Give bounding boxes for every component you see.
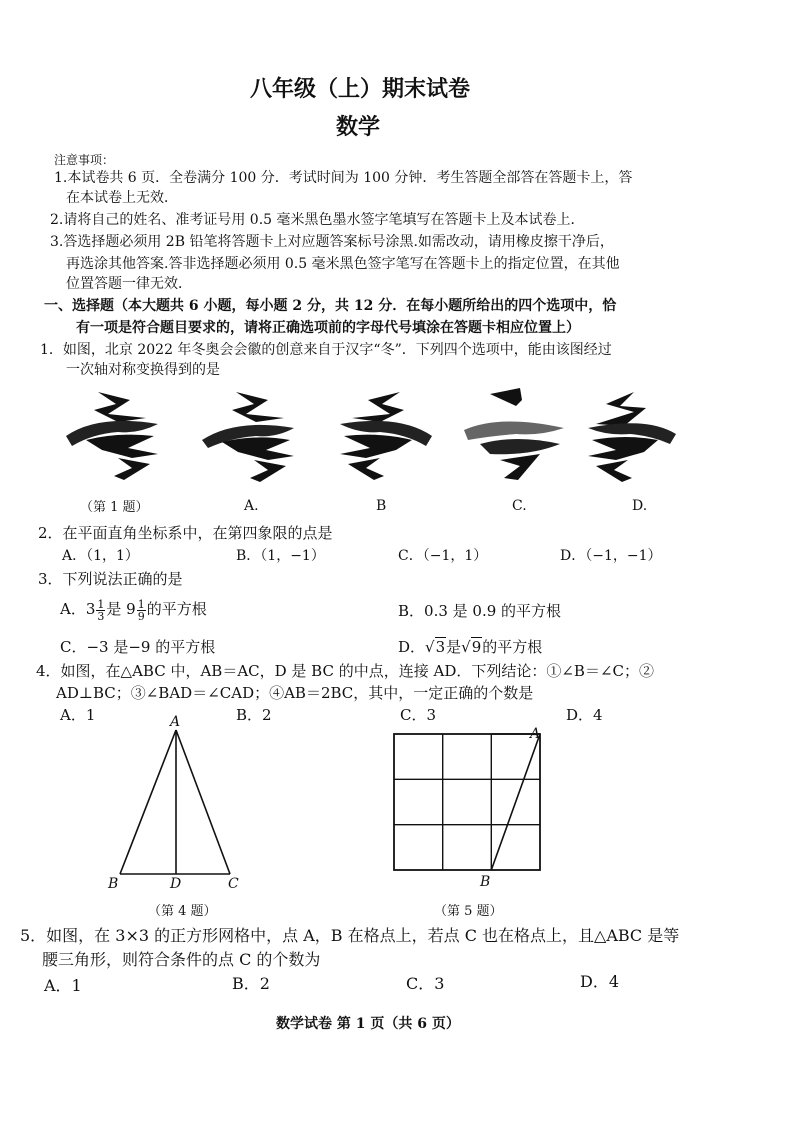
notes-line: 2.请将自己的姓名、准考证号用 0.5 毫米黑色墨水签字笔填写在答题卡上及本试卷上． (50, 212, 585, 228)
q3-option-a-prefix: A． (60, 600, 86, 618)
mixed-number-whole: 3 (85, 600, 96, 618)
q1-option-d: D. (632, 498, 648, 514)
q4-figure-caption: （第 4 题） (148, 904, 217, 919)
notes-line: 1.本试卷共 6 页．全卷满分 100 分．考试时间为 100 分钟．考生答题全部答在答题卡上，答 (54, 170, 633, 186)
q5-option-d: D．4 (580, 972, 620, 991)
q1-emblem-original (58, 384, 168, 484)
q1-emblem-option-a (196, 384, 306, 484)
notes-line: 再选涂其他答案.答非选择题必须用 0.5 毫米黑色签字笔写在答题卡上的指定位置，在其他 (66, 256, 620, 272)
section-heading-cont: 有一项是符合题目要求的，请将正确选项前的字母代号填涂在答题卡相应位置上） (76, 320, 580, 336)
notes-line: 3.答选择题必须用 2B 铅笔将答题卡上对应题答案标号涂黑.如需改动，请用橡皮擦干净后， (50, 234, 614, 250)
q5-grid-figure (380, 720, 560, 880)
q1-emblem-option-d (576, 384, 686, 484)
radicand: 3 (435, 638, 446, 656)
q4-label-a: A (170, 714, 181, 730)
mixed-number-whole: 9 (126, 600, 136, 618)
q4-label-d: D (170, 876, 182, 892)
q1-option-a: A. (244, 498, 259, 514)
q1-option-c: C. (512, 498, 527, 514)
q2-option-c: C．（−1，1） (398, 548, 488, 564)
fraction-denominator: 3 (97, 609, 105, 623)
q5-option-b: B．2 (232, 974, 270, 993)
q2-stem: 2．在平面直角坐标系中，在第四象限的点是 (38, 524, 333, 542)
notes-line: 位置答题一律无效． (66, 276, 192, 292)
q4-label-b: B (108, 876, 119, 892)
exam-title: 八年级（上）期末试卷 (250, 77, 471, 102)
q2-option-d: D．（−1，−1） (560, 548, 662, 564)
q4-option-c: C．3 (400, 706, 437, 724)
q3-option-a-suffix: 的平方根 (146, 600, 207, 618)
q4-label-c: C (228, 876, 239, 892)
fraction (137, 599, 146, 622)
q4-option-b: B．2 (236, 706, 272, 724)
q1-figure-caption: （第 1 题） (80, 500, 149, 515)
section-heading: 一、选择题（本大题共 6 小题，每小题 2 分，共 12 分．在每小题所给出的四个选项中，恰 (44, 298, 617, 314)
q3-option-b: B．0.3 是 0.9 的平方根 (398, 602, 562, 620)
q2-option-b: B．（1，−1） (236, 548, 325, 564)
q5-stem: 5．如图，在 3×3 的正方形网格中，点 A，B 在格点上，若点 C 也在格点上，且△ABC 是等 (20, 926, 680, 945)
q5-option-a: A．1 (44, 976, 82, 995)
q1-option-b: B (376, 498, 387, 514)
q1-emblem-option-b (330, 384, 440, 484)
q4-triangle-figure (100, 718, 260, 888)
q3-option-c: C．−3 是−9 的平方根 (60, 638, 216, 656)
q3-option-d-mid: 是 (446, 638, 462, 656)
q4-stem: 4．如图，在△ABC 中，AB＝AC，D 是 BC 的中点，连接 AD．下列结论：①∠B＝∠C；② (36, 662, 654, 680)
q3-option-a-mid: 是 (106, 600, 127, 618)
q5-label-a: A (530, 726, 541, 742)
fraction-denominator: 9 (137, 609, 145, 623)
notes-heading: 注意事项： (54, 153, 115, 167)
subject-title: 数学 (336, 115, 381, 140)
q5-stem-cont: 腰三角形，则符合条件的点 C 的个数为 (42, 950, 321, 969)
q2-option-a: A．（1，1） (62, 548, 139, 564)
fraction-numerator: 1 (137, 597, 145, 611)
page-footer: 数学试卷 第 1 页（共 6 页） (276, 1016, 460, 1032)
q4-stem-cont: AD⊥BC；③∠BAD＝∠CAD；④AB＝2BC，其中，一定正确的个数是 (56, 684, 534, 702)
fraction-numerator: 1 (97, 597, 105, 611)
fraction (96, 599, 105, 622)
q1-stem-cont: 一次轴对称变换得到的是 (66, 362, 220, 378)
q3-option-d-suffix: 的平方根 (482, 638, 543, 656)
q3-option-d: D．√3是√9的平方根 (398, 638, 543, 656)
radicand: 9 (471, 638, 482, 656)
q5-label-b: B (480, 874, 491, 890)
q5-figure-caption: （第 5 题） (434, 904, 503, 919)
q4-option-d: D．4 (566, 706, 603, 724)
q3-option-a (60, 598, 207, 622)
q3-stem: 3．下列说法正确的是 (38, 570, 183, 588)
notes-line: 在本试卷上无效． (66, 190, 178, 206)
q5-option-c: C．3 (406, 974, 445, 993)
q4-option-a: A．1 (60, 706, 96, 724)
q1-emblem-option-c (460, 384, 570, 484)
q1-stem: 1．如图，北京 2022 年冬奥会会徽的创意来自于汉字“冬”．下列四个选项中，能由该图经过 (40, 342, 612, 358)
q3-option-d-prefix: D． (398, 638, 426, 656)
